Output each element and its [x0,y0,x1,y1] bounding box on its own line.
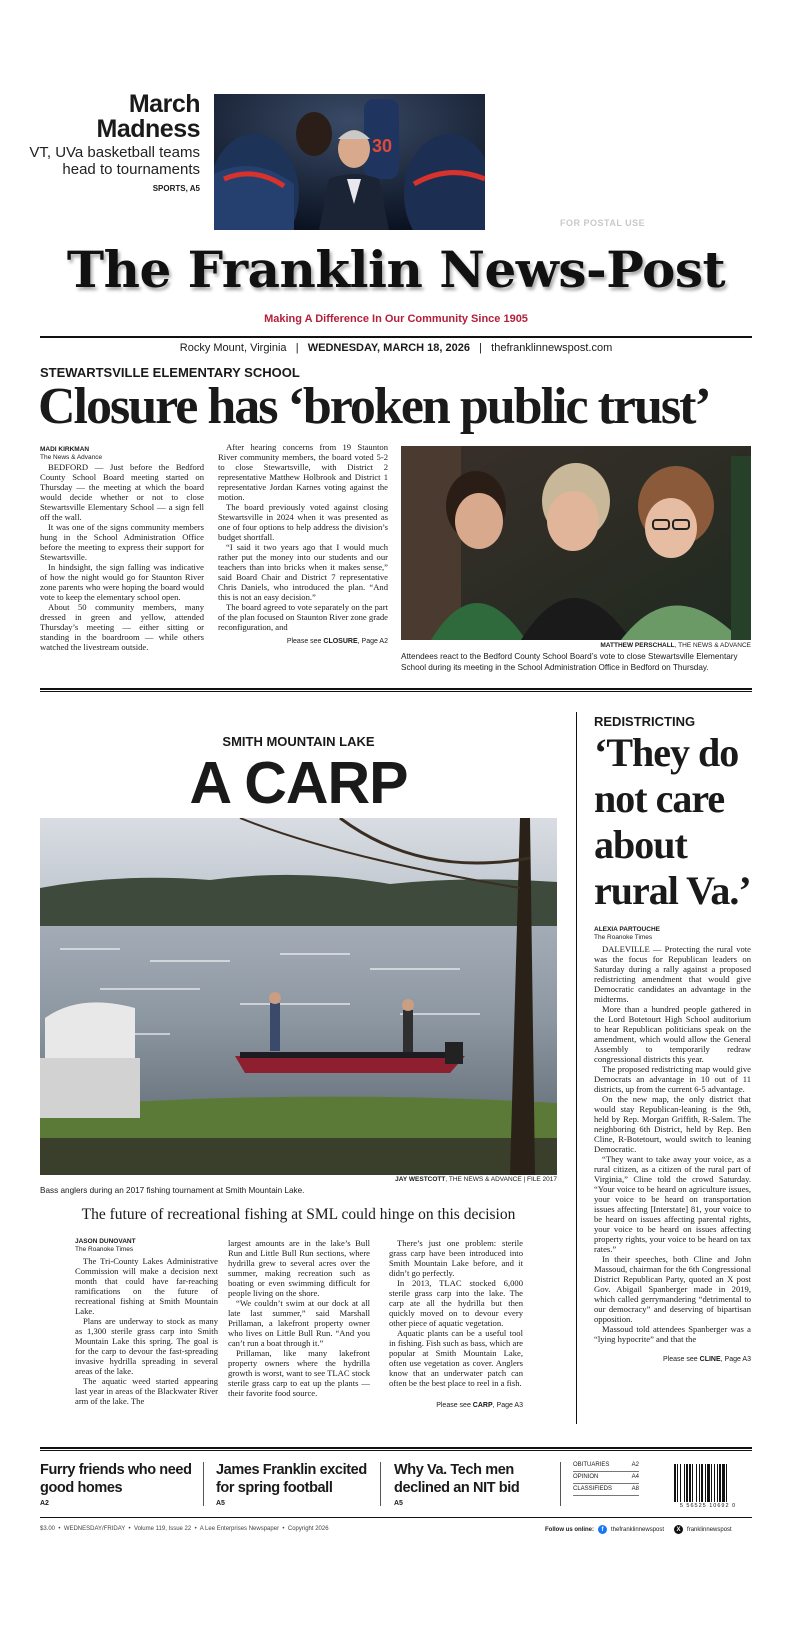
promo-subhead: VT, UVa basketball teams head to tournaments [29,144,200,178]
promo-photo[interactable] [214,94,485,230]
footer-rule [40,1517,752,1518]
index-label: OPINION [573,1474,599,1480]
barcode-bar [689,1464,691,1502]
redistricting-byline-org: The Roanoke Times [594,934,653,941]
barcode-bar [726,1464,727,1502]
lead-byline-org: The News & Advance [40,454,103,461]
index-page: A2 [631,1462,639,1468]
footer-days: WEDNESDAY/FRIDAY [63,1526,126,1532]
carp-kicker: SMITH MOUNTAIN LAKE [222,734,375,749]
teaser-page-ref: A5 [216,1500,225,1507]
barcode-bar [699,1464,700,1502]
carp-paragraph: Plans are underway to stock as many as 1,300 sterile grass carp into Smith Mountain Lake this spring. The goal is for the carp to devour the fast-spreading invasive hydrilla spreading in several areas of the lake. [75,1316,218,1376]
footer-copyright: Copyright 2026 [287,1526,329,1532]
section-index [573,1460,639,1496]
barcode-number: 5 56525 10692 0 [679,1503,737,1509]
svg-text:30: 30 [372,136,393,156]
facebook-icon[interactable]: f [598,1525,607,1534]
carp-paragraph: largest amounts are in the lake’s Bull Run and Little Bull Run sections, where hydrilla grew to several acres over the summer, making recreation such as boating or even swimming difficult for people living on the shore. [228,1238,370,1298]
facebook-handle[interactable]: thefranklinnewspost [611,1526,665,1533]
lead-column-2 [218,442,388,645]
teaser-headline: Why Va. Tech men declined an NIT bid [394,1462,520,1496]
footer-bullet: • [282,1526,285,1532]
carp-byline: JASON DUNOVANT [75,1238,136,1245]
barcode-bar [680,1464,681,1502]
x-handle[interactable]: franklinnewspost [687,1526,732,1533]
lead-paragraph: In hindsight, the sign falling was indicative of how the night would go for Staunton River zone parents who were hoping the board would vote to keep the elementary school open. [40,562,204,602]
footer-bullet: • [58,1526,61,1532]
carp-paragraph: Prillaman, like many lakefront property owners where the hydrilla growth is worst, want to see TLAC stock sterile grass carp to eat up the plants — their favorite food source. [228,1348,370,1398]
jump-word: CARP [472,1402,493,1409]
lead-photo-caption: Attendees react to the Bedford County School Board’s vote to close Stewartsville Elementary School during its meeting in the School Administration Office in Bedford on Thursday. [401,652,738,672]
redistricting-column [594,926,751,1363]
carp-paragraph: In 2013, TLAC stocked 6,000 sterile grass carp into the lake. The carp ate all the hydrilla but then quickly moved on to devour every other piece of aquatic vegetation. [389,1278,523,1328]
teaser-page-ref: A2 [40,1500,49,1507]
carp-paragraph: The Tri-County Lakes Administrative Commission will make a decision next month that could have far-reaching ramifications on the future of recreational fishing at Smith Mountain Lake. [75,1256,218,1316]
barcode-bar [722,1464,725,1502]
redistricting-kicker: REDISTRICTING [594,714,696,729]
teaser-page-ref: A5 [394,1500,403,1507]
footer-volume: Volume 119, Issue 22 [133,1526,192,1532]
dateline [40,342,752,354]
dateline-website[interactable]: thefranklinnewspost.com [491,342,613,354]
photo-credit-org: , THE NEWS & ADVANCE | FILE 2017 [445,1176,557,1183]
masthead-title[interactable]: The Franklin News-Post [66,240,726,299]
lake-fishing-boat-image [40,818,557,1175]
jump-page: , Page A3 [720,1356,751,1363]
index-page: A4 [631,1474,639,1480]
carp-column-2 [228,1238,370,1398]
basketball-huddle-image [214,94,485,230]
teaser-pets[interactable] [40,1461,200,1507]
barcode-bar [686,1464,688,1502]
masthead-rule [40,336,752,338]
dateline-date: WEDNESDAY, MARCH 18, 2026 [307,342,470,354]
carp-column-1 [75,1238,218,1406]
redistricting-paragraph: More than a hundred people gathered in the Lord Botetourt High School auditorium to hear Republican politicians speak on the amendment, which would allow the General Assembly to temporarily redraw congressional districts this year. [594,1004,751,1064]
lead-jump-line[interactable] [218,638,388,645]
dateline-separator: | [295,342,299,354]
carp-paragraph: Aquatic plants can be a useful tool in fishing. Fish such as bass, which are popular at Smith Mountain Lake, often use vegetation as cover. Anglers know that an underwater patch can often be the best place to reel in a fish. [389,1328,523,1388]
lead-photo[interactable] [401,446,751,640]
follow-label: Follow us online: [545,1526,594,1533]
carp-jump-line[interactable] [389,1402,523,1409]
jump-prefix: Please see [663,1356,700,1363]
footer-social [545,1525,732,1534]
teaser-separator [380,1462,381,1506]
index-page: A8 [631,1486,639,1492]
school-board-attendees-image [401,446,751,640]
teaser-headline: James Franklin excited for spring football [216,1462,367,1496]
lead-paragraph: BEDFORD — Just before the Bedford County School Board meeting started on Thursday — the meeting at which the board would decide whether or not to close Stewartsville Elementary School — a sign fell off the wall. [40,462,204,522]
redistricting-paragraph: DALEVILLE — Protecting the rural vote was the focus for Republican leaders on Saturday during a rally against a proposed redistricting amendment that would give Democratic candidates an advantage in the midterms. [594,944,751,1004]
dateline-location: Rocky Mount, Virginia [179,342,287,354]
carp-photo[interactable] [40,818,557,1175]
redistricting-paragraph: “They want to take away your voice, as a rural citizen, as a citizen of the rural part of Virginia,” Cline told the crowd Saturday. “Your voice to be heard on agriculture issues, your voice to be heard on transportation issues affecting [Interstate] 81, your voice to be heard on issues affecting parental rights, your voice to be heard on issues affecting property rights, your voice to be heard on tax rates.” [594,1154,751,1254]
lead-paragraph: “I said it two years ago that I would much rather put the money into our students and our teachers than into bricks when it makes sense,” said Board Chair and District 7 representative Chris Daniels, who introduced the plan. “And this is not an easy decision.” [218,542,388,602]
dateline-separator: | [479,342,482,354]
carp-paragraph: There’s just one problem: sterile grass carp have been introduced into Smith Mountain Lake before, and it didn’t go perfectly. [389,1238,523,1278]
section-divider [40,688,752,692]
lead-headline[interactable]: Closure has ‘broken public trust’ [38,378,710,435]
lead-kicker: STEWARTSVILLE ELEMENTARY SCHOOL [40,365,300,380]
promo-headline-line1: March [128,90,200,118]
carp-paragraph: The aquatic weed started appearing last year in areas of the Blackwater River arm of the lake. The [75,1376,218,1406]
carp-paragraph: “We couldn’t swim at our dock at all late last summer,” said Marshall Prillaman, a lakefront property owner who lives on Little Bull Run. “And you can’t run a boat through it.” [228,1298,370,1348]
barcode-bar [677,1464,678,1502]
promo-headline-line2: Madness [96,115,200,143]
barcode-bar [707,1464,710,1502]
carp-byline-org: The Roanoke Times [75,1246,134,1253]
barcode-bar [701,1464,703,1502]
barcode-bar [717,1464,718,1502]
footer-publication-info [40,1526,329,1532]
jump-word: CLOSURE [323,638,358,645]
photo-credit-name: JAY WESTCOTT [395,1176,446,1183]
lead-paragraph: The board agreed to vote separately on the part of the plan focused on Staunton River zone grade reconfiguration, and [218,602,388,632]
barcode-bar [692,1464,693,1502]
footer-bullet: • [194,1526,197,1532]
lead-column-1 [40,446,204,652]
column-divider [576,712,577,1424]
photo-credit-org: , THE NEWS & ADVANCE [674,642,751,649]
barcode-bar [714,1464,715,1502]
barcode-bar [705,1464,706,1502]
teaser-separator [203,1462,204,1506]
jump-prefix: Please see [286,638,324,645]
carp-headline[interactable]: A CARP [189,750,408,816]
redistricting-paragraph: Massoud told attendees Spanberger was a “lying hypocrite” and that the [594,1324,751,1344]
teaser-headline: Furry friends who need good homes [40,1462,192,1496]
barcode-bar [674,1464,676,1502]
index-label: OBITUARIES [573,1462,610,1468]
jump-page: , Page A2 [357,638,388,645]
photo-credit-name: MATTHEW PERSCHALL [600,642,675,649]
barcode-icon [672,1464,752,1504]
lead-paragraph: The board previously voted against closing Stewartsville in 2024 when it was presented as one of four options to help address the division’s budget shortfall. [218,502,388,542]
barcode-bar [696,1464,697,1502]
barcode-bar [684,1464,685,1502]
redistricting-paragraph: In their speeches, both Cline and John Massoud, chairman for the 6th Congressional District Republican Party, quoted an X post Gov. Abigail Spanberger made in 2019, which called gerrymandering “detrimental to our democracy” and deserving of bipartisan opposition. [594,1254,751,1324]
masthead-tagline: Making A Difference In Our Community Since 1905 [264,313,528,325]
promo-headline[interactable] [20,92,200,142]
footer-divider [40,1447,752,1451]
index-label: CLASSIFIEDS [573,1486,613,1492]
lead-paragraph: After hearing concerns from 19 Staunton River community members, the board voted 5-2 to close Stewartsville, with District 2 representative Matthew Holbrook and District 1 representative Jordan Karnes voting against the motion. [218,442,388,502]
jump-page: , Page A3 [492,1402,523,1409]
redistricting-headline[interactable]: ‘They do not care about rural Va.’ [594,730,751,913]
lead-photo-credit [401,642,751,649]
redistricting-paragraph: On the new map, the only district that would stay Republican-leaning is the 9th, held by Rep. Morgan Griffith, R-Salem. The neighboring 6th District, held by Rep. Ben Cline, R-Botetourt, would switch to leaning Democratic. [594,1094,751,1154]
footer-bullet: • [128,1526,131,1532]
index-row[interactable] [573,1460,639,1472]
teaser-separator [560,1462,561,1506]
jump-word: CLINE [699,1356,721,1363]
carp-photo-caption: Bass anglers during an 2017 fishing tournament at Smith Mountain Lake. [40,1186,305,1195]
carp-photo-credit [40,1176,557,1183]
barcode-bar [711,1464,712,1502]
jump-prefix: Please see [436,1402,473,1409]
redistricting-byline: ALEXIA PARTOUCHE [594,926,660,933]
carp-deck: The future of recreational fishing at SML could hinge on this decision [81,1206,516,1223]
footer-publisher: A Lee Enterprises Newspaper [199,1526,280,1532]
footer-price: $3.00 [40,1526,56,1532]
index-row[interactable] [573,1484,639,1496]
barcode-bar [719,1464,721,1502]
promo-section-ref[interactable]: SPORTS, A5 [152,184,200,193]
x-icon[interactable]: X [674,1525,683,1534]
postal-notice: FOR POSTAL USE [560,218,646,228]
redistricting-jump-line[interactable] [594,1356,751,1363]
carp-column-3 [389,1238,523,1409]
lead-byline: MADI KIRKMAN [40,446,90,453]
redistricting-paragraph: The proposed redistricting map would give Democrats an advantage in 10 out of 11 districts, up from the current 6-5 advantage. [594,1064,751,1094]
index-row[interactable] [573,1472,639,1484]
lead-paragraph: It was one of the signs community members hung in the School Administration Office before the meeting to express their support for Stewartsville. [40,522,204,562]
lead-paragraph: About 50 community members, many dressed in green and yellow, attended Thursday’s meeting — either sitting or standing in the boardroom — while others watched the livestream outside. [40,602,204,652]
teaser-football[interactable] [216,1461,376,1507]
teaser-vt-nit[interactable] [394,1461,554,1507]
